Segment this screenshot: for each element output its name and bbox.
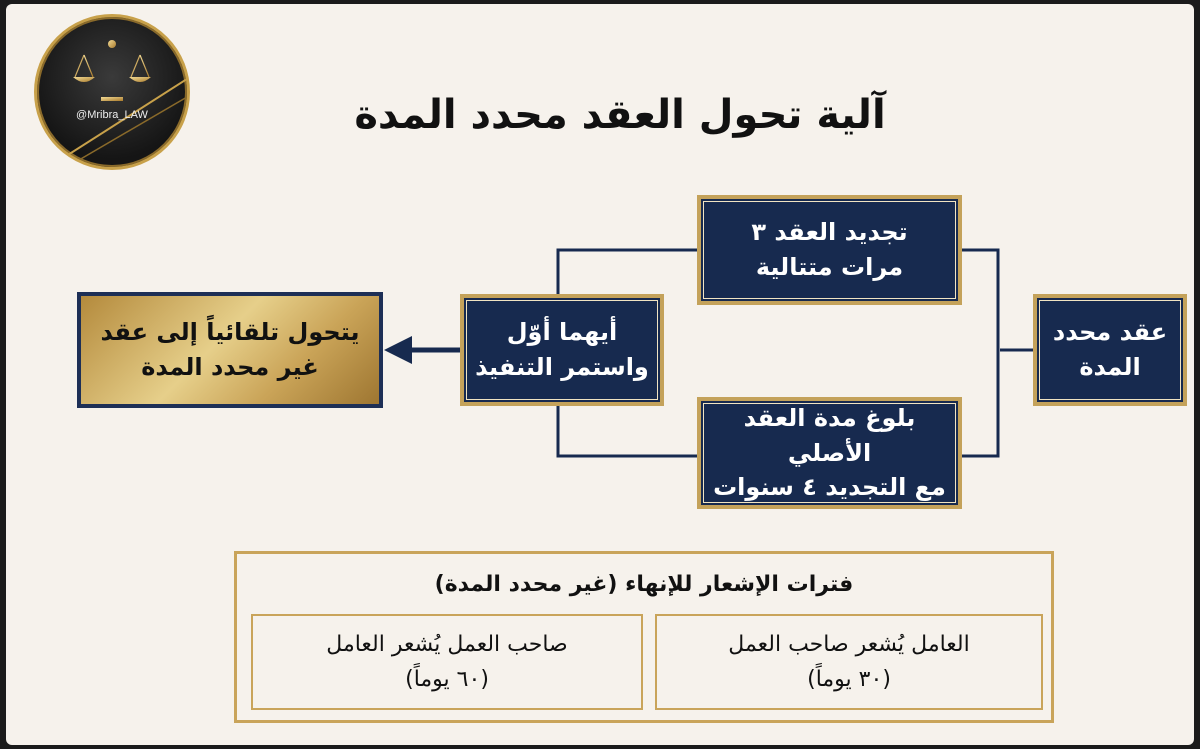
employer-notice-line2: (٦٠ يوماً) [405, 667, 489, 692]
start-line2: المدة [1079, 353, 1141, 381]
condition-top-line2: مرات متتالية [755, 253, 904, 281]
condition-bottom-box [697, 397, 962, 509]
logo-handle: @Mribra_LAW [76, 109, 148, 121]
result-line1: يتحول تلقائياً إلى عقد [100, 318, 360, 347]
merge-line2: واستمر التنفيذ [475, 353, 649, 381]
condition-top-box [697, 195, 962, 305]
employer-notice-box [251, 614, 643, 710]
worker-notice-line2: (٣٠ يوماً) [807, 667, 891, 692]
merge-line1: أيهما أوّل [506, 318, 618, 347]
result-box [77, 292, 383, 408]
condition-top-line1: تجديد العقد ٣ [751, 218, 908, 247]
condition-bracket-right [960, 250, 998, 456]
start-box [1033, 294, 1187, 406]
condition-bottom-line1: بلوغ مدة العقد الأصلي [743, 403, 916, 467]
bottom-to-merge-line [558, 404, 698, 456]
arrow-head-icon [384, 336, 412, 364]
page-title: آلية تحول العقد محدد المدة [354, 92, 886, 138]
worker-notice-box [655, 614, 1043, 710]
notice-title: فترات الإشعار للإنهاء (غير محدد المدة) [434, 572, 854, 597]
top-to-merge-line [558, 250, 698, 296]
employer-notice-line1: صاحب العمل يُشعر العامل [326, 631, 568, 657]
start-line1: عقد محدد [1052, 318, 1168, 347]
result-line2: غير محدد المدة [141, 353, 319, 381]
condition-bottom-line2: مع التجديد ٤ سنوات [713, 473, 946, 502]
merge-box [460, 294, 664, 406]
worker-notice-line1: العامل يُشعر صاحب العمل [728, 631, 970, 657]
notice-panel [234, 551, 1054, 723]
